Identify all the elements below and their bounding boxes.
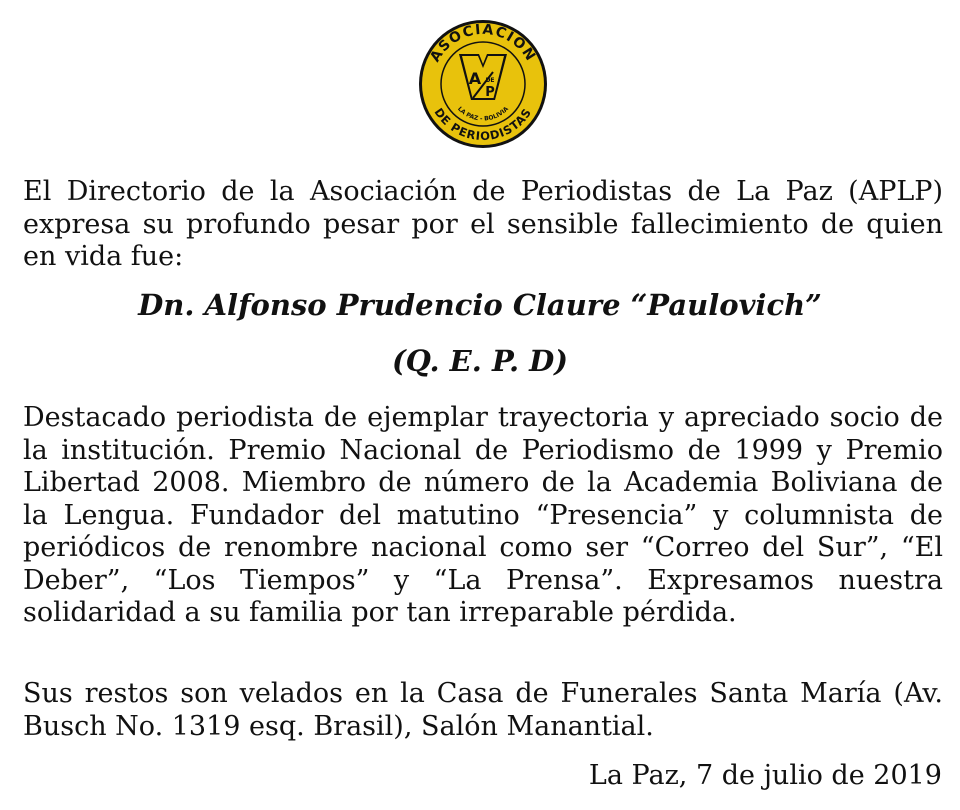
date-line: La Paz, 7 de julio de 2019 xyxy=(588,760,942,791)
logo-inner-text: LA PAZ - BOLIVIA xyxy=(456,105,510,123)
logo-bottom-text: DE PERIODISTAS xyxy=(431,105,535,144)
logo-emblem-de: DE xyxy=(485,77,495,84)
biography-paragraph: Destacado periodista de ejemplar trayectoria y apreciado socio de la institución. Premio Nacional de Periodismo de 1999 y Premio Libertad 2008. Miembro de número de la Academia Boliviana de la Lengua. Fundador del matutino “Presencia” y columnista de periódicos de renombre nacional como ser “Correo del Sur”, “El Deber”, “Los Tiempos” y “La Prensa”. Expresamos nuestra solidaridad a su familia por tan irreparable pérdida. xyxy=(23,402,943,628)
funeral-paragraph: Sus restos son velados en la Casa de Funerales Santa María (Av. Busch No. 1319 esq. Brasil), Salón Manantial. xyxy=(23,678,943,742)
intro-paragraph: El Directorio de la Asociación de Periodistas de La Paz (APLP) expresa su profundo pesar por el sensible fallecimiento de quien en vida fue: xyxy=(23,176,943,272)
deceased-name: Dn. Alfonso Prudencio Claure “Paulovich” xyxy=(138,288,822,322)
qepd-line: (Q. E. P. D) xyxy=(391,344,569,378)
association-logo xyxy=(417,18,549,150)
logo-top-text: ASOCIACION xyxy=(427,21,539,65)
logo-emblem-p: P xyxy=(485,85,495,100)
logo-emblem-a: A xyxy=(468,69,482,88)
